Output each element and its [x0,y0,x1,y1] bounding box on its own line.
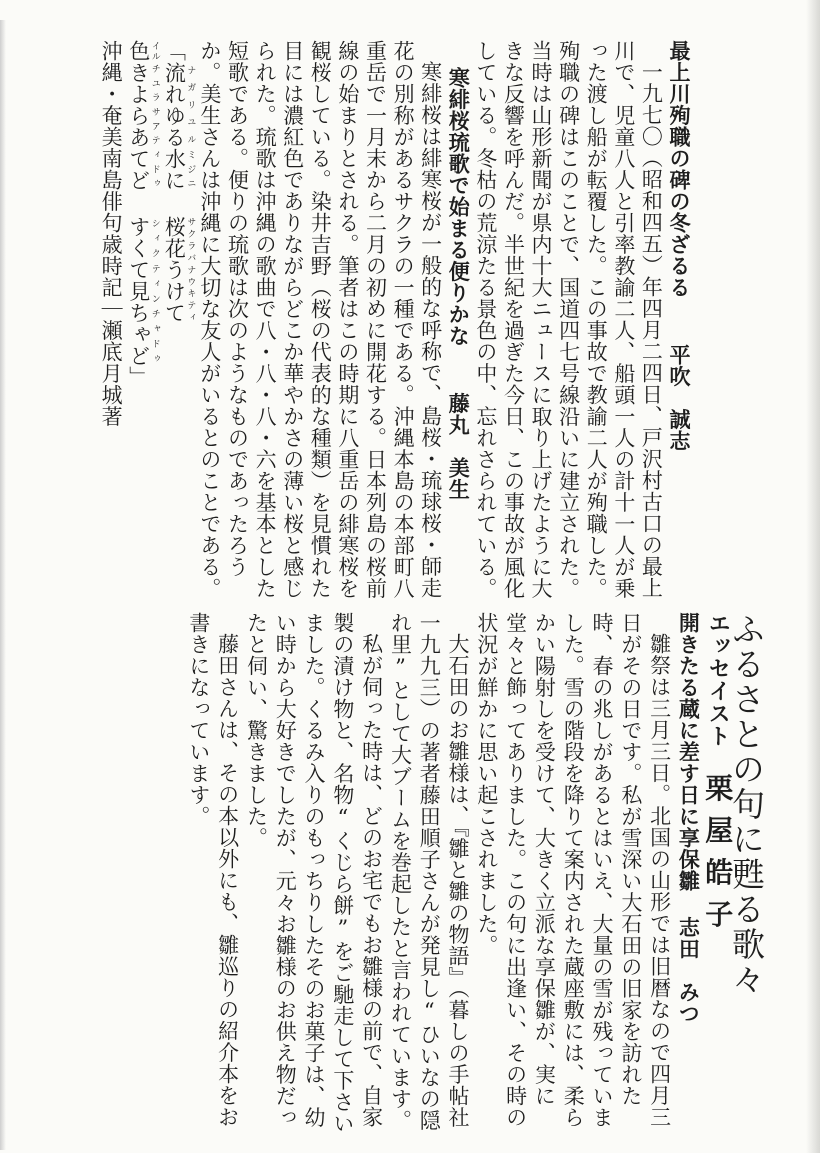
haiku1-paragraph: 一九七〇（昭和四五）年四月二四日、戸沢村古口の最上川で、児童八人と引率教諭二人、船頭一人の計十一人が乗った渡し船が転覆した。この事故で教諭二人が殉職した。殉職の碑はこのことで、国道四七号線沿いに建立された。当時は山形新聞が県内十大ニュースに取り上げたように大きな反響を呼んだ。半世紀を過ぎた今日、この事故が風化している。冬枯の荒涼たる景色の中、忘れさられている。 [473,40,664,599]
quote-close: 」 [126,366,151,388]
essay-byline [701,612,735,1147]
haiku1-author: 平吹 誠志 [667,344,691,452]
haiku1-heading [664,40,692,600]
byline-role: エッセイスト [705,612,731,747]
essay-section [5,612,766,1147]
essay-paragraph: 藤田さんは、その本以外にも、雛巡りの紹介本をお書きになっています。 [186,612,240,1128]
ryuka-line-2 [124,40,160,600]
ryuka-word: すくて見ちゃど シィクティンチャドゥ [126,215,160,367]
page-edge-shadow-right [806,0,820,1153]
essay-haiku-author: 志田 みつ [676,916,701,1025]
haiku2-title: 寒緋桜琉歌で始まる便りかな [446,67,471,347]
byline-name: 栗屋皓子 [701,773,735,942]
ryuka-line-1 [160,40,196,600]
essay-haiku [674,612,703,1147]
quote-open: 「 [162,40,187,62]
essay-title: ふるさとの句に甦る歌々 [727,612,766,997]
essay-paragraph: 雛祭は三月三日。北国の山形では旧暦なので四月三日がその日です。私が雪深い大石田の旧家を訪れた時、春の兆しがあるとはいえ、大量の雪が残っていました。雪の階段を降りて案内された蔵座敷には、柔らかい陽射しを受けて、大きく立派な享保雛が、実に堂々と飾ってありました。この句に出逢い、その時の状況が鮮かに思い起こされました。 [474,612,672,1128]
source-citation: 沖縄・奄美南島俳句歳時記｜瀬底月城著 [99,40,124,427]
haiku2-author: 藤丸 美生 [446,392,471,501]
essay-paragraph: 大石田のお雛様は、『雛と雛の物語』（暮しの手帖社 一九九三）の著者藤田順子さんが発見し“ひいなの隠れ里”として大ブームを巻起したと言われています。 [388,612,471,1131]
ryuka-word: 色 イル [126,40,160,62]
ryuka-word: 水に ミジニ [162,147,196,191]
haiku1-title: 最上川殉職の碑の冬ざるる [667,40,691,298]
ryuka-word: きよらあてど チユラサアティドゥ [126,61,160,191]
essay-haiku-text: 開きたる蔵に差す日に享保雛 [676,612,701,892]
haiku2-paragraph: 寒緋桜は緋寒桜が一般的な呼称で、島桜・琉球桜・師走花の別称があるサクラの一種である。沖縄本島の本部町八重岳で一月末から二月の初めに開花する。日本列島の桜前線の始まりとされる。筆者はこの時期に八重岳の緋寒桜を観桜している。染井吉野（桜の代表的な種類）を見慣れた目には濃紅色でありながらどこか華やかさの薄い桜と感じられた。琉歌は沖縄の歌曲で八・八・八・六を基本とした短歌である。便りの琉歌は次のようなものであったろうか。美生さんは沖縄に大切な友人がいるとのことである。 [197,40,443,599]
ryuka-word: 流れゆる ナガリユル [162,61,196,148]
top-section [12,40,692,600]
essay-paragraph: 私が伺った時は、どのお宅でもお雛様の前で、自家製の漬け物と、名物“くじら餅”をご馳走して下さいました。くるみ入りのもっちりしたそのお菓子は、幼い時から大好きでしたが、元々お雛様のお供え物だったと伺い、驚きました。 [244,612,384,1134]
haiku2-heading [444,67,472,600]
ryuka-word: 桜花うけて サクラバナウキティ [162,215,196,324]
